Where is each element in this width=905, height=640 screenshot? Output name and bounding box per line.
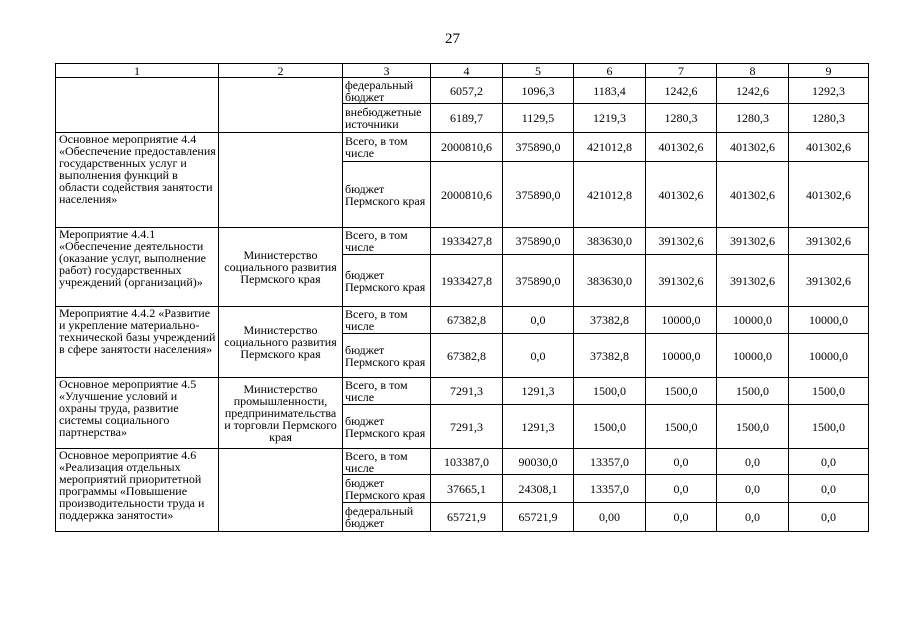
amount-cell: 65721,9 (503, 503, 574, 532)
amount-cell: 0,0 (717, 475, 789, 503)
amount-cell: 401302,6 (789, 162, 869, 228)
amount-cell: 10000,0 (717, 307, 789, 334)
amount-cell: 421012,8 (574, 133, 646, 162)
funding-source: Всего, в том числе (343, 378, 431, 405)
funding-source: федеральный бюджет (343, 78, 431, 104)
amount-cell: 7291,3 (431, 378, 503, 405)
amount-cell: 375890,0 (503, 133, 574, 162)
amount-cell: 401302,6 (717, 133, 789, 162)
amount-cell: 391302,6 (789, 255, 869, 307)
amount-cell: 1291,3 (503, 378, 574, 405)
amount-cell: 13357,0 (574, 449, 646, 475)
amount-cell: 383630,0 (574, 255, 646, 307)
table-row (56, 378, 869, 405)
column-number: 2 (219, 64, 343, 78)
responsible-executor: Министерство социального развития Пермского края (219, 307, 343, 378)
amount-cell: 0,00 (574, 503, 646, 532)
amount-cell: 0,0 (717, 503, 789, 532)
funding-source: бюджет Пермского края (343, 405, 431, 449)
amount-cell: 67382,8 (431, 307, 503, 334)
amount-cell: 391302,6 (717, 228, 789, 255)
funding-source: Всего, в том числе (343, 228, 431, 255)
column-number: 4 (431, 64, 503, 78)
amount-cell: 1280,3 (646, 104, 717, 133)
amount-cell: 1500,0 (789, 405, 869, 449)
amount-cell: 1500,0 (574, 378, 646, 405)
amount-cell: 391302,6 (789, 228, 869, 255)
amount-cell: 24308,1 (503, 475, 574, 503)
amount-cell: 1183,4 (574, 78, 646, 104)
amount-cell: 10000,0 (717, 334, 789, 378)
column-number: 5 (503, 64, 574, 78)
amount-cell: 1242,6 (646, 78, 717, 104)
amount-cell: 1242,6 (717, 78, 789, 104)
amount-cell: 103387,0 (431, 449, 503, 475)
amount-cell: 0,0 (646, 503, 717, 532)
amount-cell: 0,0 (646, 475, 717, 503)
amount-cell: 1500,0 (717, 405, 789, 449)
amount-cell: 421012,8 (574, 162, 646, 228)
amount-cell: 1219,3 (574, 104, 646, 133)
amount-cell: 6189,7 (431, 104, 503, 133)
amount-cell: 1500,0 (646, 378, 717, 405)
table-body (56, 64, 869, 532)
amount-cell: 67382,8 (431, 334, 503, 378)
column-number: 7 (646, 64, 717, 78)
table-row (56, 307, 869, 334)
budget-table (55, 63, 869, 532)
amount-cell: 1933427,8 (431, 228, 503, 255)
amount-cell: 2000810,6 (431, 162, 503, 228)
amount-cell: 391302,6 (717, 255, 789, 307)
amount-cell: 10000,0 (789, 307, 869, 334)
amount-cell: 401302,6 (646, 133, 717, 162)
funding-source: Всего, в том числе (343, 307, 431, 334)
amount-cell: 375890,0 (503, 228, 574, 255)
funding-source: федеральный бюджет (343, 503, 431, 532)
table-row (56, 449, 869, 475)
column-number: 8 (717, 64, 789, 78)
amount-cell: 37665,1 (431, 475, 503, 503)
column-number-row (56, 64, 869, 78)
amount-cell: 375890,0 (503, 255, 574, 307)
amount-cell: 1500,0 (717, 378, 789, 405)
amount-cell: 10000,0 (646, 307, 717, 334)
funding-source: бюджет Пермского края (343, 334, 431, 378)
amount-cell: 2000810,6 (431, 133, 503, 162)
amount-cell: 0,0 (717, 449, 789, 475)
amount-cell: 401302,6 (789, 133, 869, 162)
table-row (56, 133, 869, 162)
activity-description: Основное мероприятие 4.6 «Реализация отдельных мероприятий приоритетной программы «Повышение производительности труда и поддержка занятости» (56, 449, 219, 532)
amount-cell: 7291,3 (431, 405, 503, 449)
table-row (56, 78, 869, 104)
column-number: 6 (574, 64, 646, 78)
column-number: 3 (343, 64, 431, 78)
amount-cell: 0,0 (646, 449, 717, 475)
amount-cell: 1500,0 (646, 405, 717, 449)
amount-cell: 37382,8 (574, 307, 646, 334)
funding-source: Всего, в том числе (343, 133, 431, 162)
funding-source: внебюджетные источники (343, 104, 431, 133)
responsible-executor (219, 449, 343, 532)
responsible-executor (219, 78, 343, 133)
amount-cell: 1096,3 (503, 78, 574, 104)
table-row (56, 228, 869, 255)
column-number: 9 (789, 64, 869, 78)
amount-cell: 1129,5 (503, 104, 574, 133)
funding-source: бюджет Пермского края (343, 255, 431, 307)
activity-description: Основное мероприятие 4.4 «Обеспечение предоставления государственных услуг и выполнения функций в области содействия занятости населения» (56, 133, 219, 228)
page-number: 27 (445, 31, 460, 47)
funding-source: бюджет Пермского края (343, 162, 431, 228)
amount-cell: 1291,3 (503, 405, 574, 449)
amount-cell: 1500,0 (574, 405, 646, 449)
funding-source: Всего, в том числе (343, 449, 431, 475)
amount-cell: 0,0 (789, 503, 869, 532)
amount-cell: 0,0 (789, 475, 869, 503)
amount-cell: 6057,2 (431, 78, 503, 104)
responsible-executor (219, 133, 343, 228)
funding-source: бюджет Пермского края (343, 475, 431, 503)
amount-cell: 0,0 (789, 449, 869, 475)
amount-cell: 401302,6 (646, 162, 717, 228)
amount-cell: 401302,6 (717, 162, 789, 228)
activity-description: Основное мероприятие 4.5 «Улучшение условий и охраны труда, развитие системы социального партнерства» (56, 378, 219, 449)
responsible-executor: Министерство промышленности, предпринимательства и торговли Пермского края (219, 378, 343, 449)
amount-cell: 383630,0 (574, 228, 646, 255)
amount-cell: 391302,6 (646, 255, 717, 307)
amount-cell: 375890,0 (503, 162, 574, 228)
amount-cell: 10000,0 (789, 334, 869, 378)
column-number: 1 (56, 64, 219, 78)
responsible-executor: Министерство социального развития Пермского края (219, 228, 343, 307)
amount-cell: 0,0 (503, 307, 574, 334)
activity-description (56, 78, 219, 133)
amount-cell: 10000,0 (646, 334, 717, 378)
activity-description: Мероприятие 4.4.2 «Развитие и укрепление материально-технической базы учреждений в сфере занятости населения» (56, 307, 219, 378)
amount-cell: 13357,0 (574, 475, 646, 503)
amount-cell: 1280,3 (789, 104, 869, 133)
amount-cell: 1292,3 (789, 78, 869, 104)
amount-cell: 1280,3 (717, 104, 789, 133)
amount-cell: 1933427,8 (431, 255, 503, 307)
activity-description: Мероприятие 4.4.1 «Обеспечение деятельности (оказание услуг, выполнение работ) государственных учреждений (организаций)» (56, 228, 219, 307)
amount-cell: 90030,0 (503, 449, 574, 475)
amount-cell: 391302,6 (646, 228, 717, 255)
amount-cell: 65721,9 (431, 503, 503, 532)
amount-cell: 37382,8 (574, 334, 646, 378)
amount-cell: 1500,0 (789, 378, 869, 405)
amount-cell: 0,0 (503, 334, 574, 378)
